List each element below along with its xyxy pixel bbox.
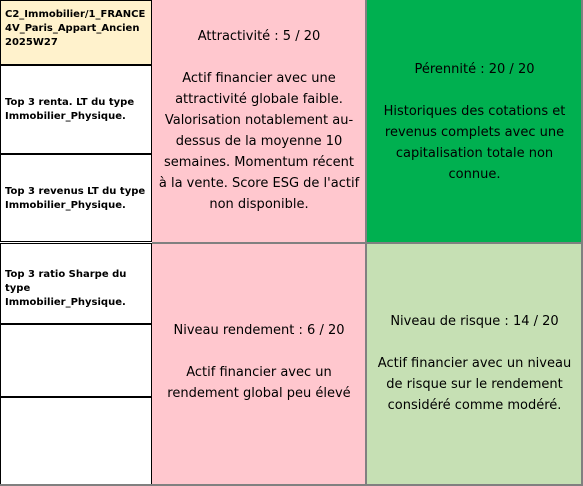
column-divider (365, 0, 367, 486)
top3-renta-cell[interactable] (0, 65, 152, 154)
asset-header-line1: C2_Immobilier/1_FRANCE (5, 9, 146, 20)
top3-revenus-cell[interactable] (0, 154, 152, 242)
risque-title: Niveau de risque : 14 / 20 (390, 314, 559, 329)
rendement-panel (152, 243, 366, 486)
perennite-panel (366, 0, 583, 243)
top3-renta-link[interactable]: Top 3 renta. LT du type Immobilier_Physique. (5, 96, 135, 122)
perennite-title: Pérennité : 20 / 20 (414, 62, 535, 77)
rendement-title: Niveau rendement : 6 / 20 (173, 323, 345, 338)
attractivite-body: Actif financier avec une attractivité globale faible. Valorisation notablement au-dessus de la moyenne 10 semaines. Momentum récent à la vente. Score ESG de l'actif non disponible. (158, 71, 360, 212)
asset-header-line2: 4V_Paris_Appart_Ancien (5, 23, 140, 34)
empty-cell-1 (0, 324, 152, 397)
middle-divider (152, 242, 583, 244)
risque-body: Actif financier avec un niveau de risque sur le rendement considéré comme modéré. (377, 356, 572, 413)
top3-revenus-link[interactable]: Top 3 revenus LT du type Immobilier_Physique. (5, 186, 146, 211)
rendement-body: Actif financier avec un rendement global peu élevé (167, 365, 351, 401)
top3-sharpe-link[interactable]: Top 3 ratio Sharpe du type Immobilier_Physique. (5, 269, 127, 308)
risque-panel (366, 243, 583, 486)
attractivite-panel (152, 0, 366, 243)
perennite-body: Historiques des cotations et revenus complets avec une capitalisation totale non connue. (383, 104, 566, 182)
asset-header-line3: 2025W27 (5, 37, 58, 48)
asset-header-cell (0, 0, 152, 65)
attractivite-title: Attractivité : 5 / 20 (197, 29, 321, 44)
empty-cell-2 (0, 397, 152, 486)
top3-sharpe-cell[interactable] (0, 243, 152, 324)
